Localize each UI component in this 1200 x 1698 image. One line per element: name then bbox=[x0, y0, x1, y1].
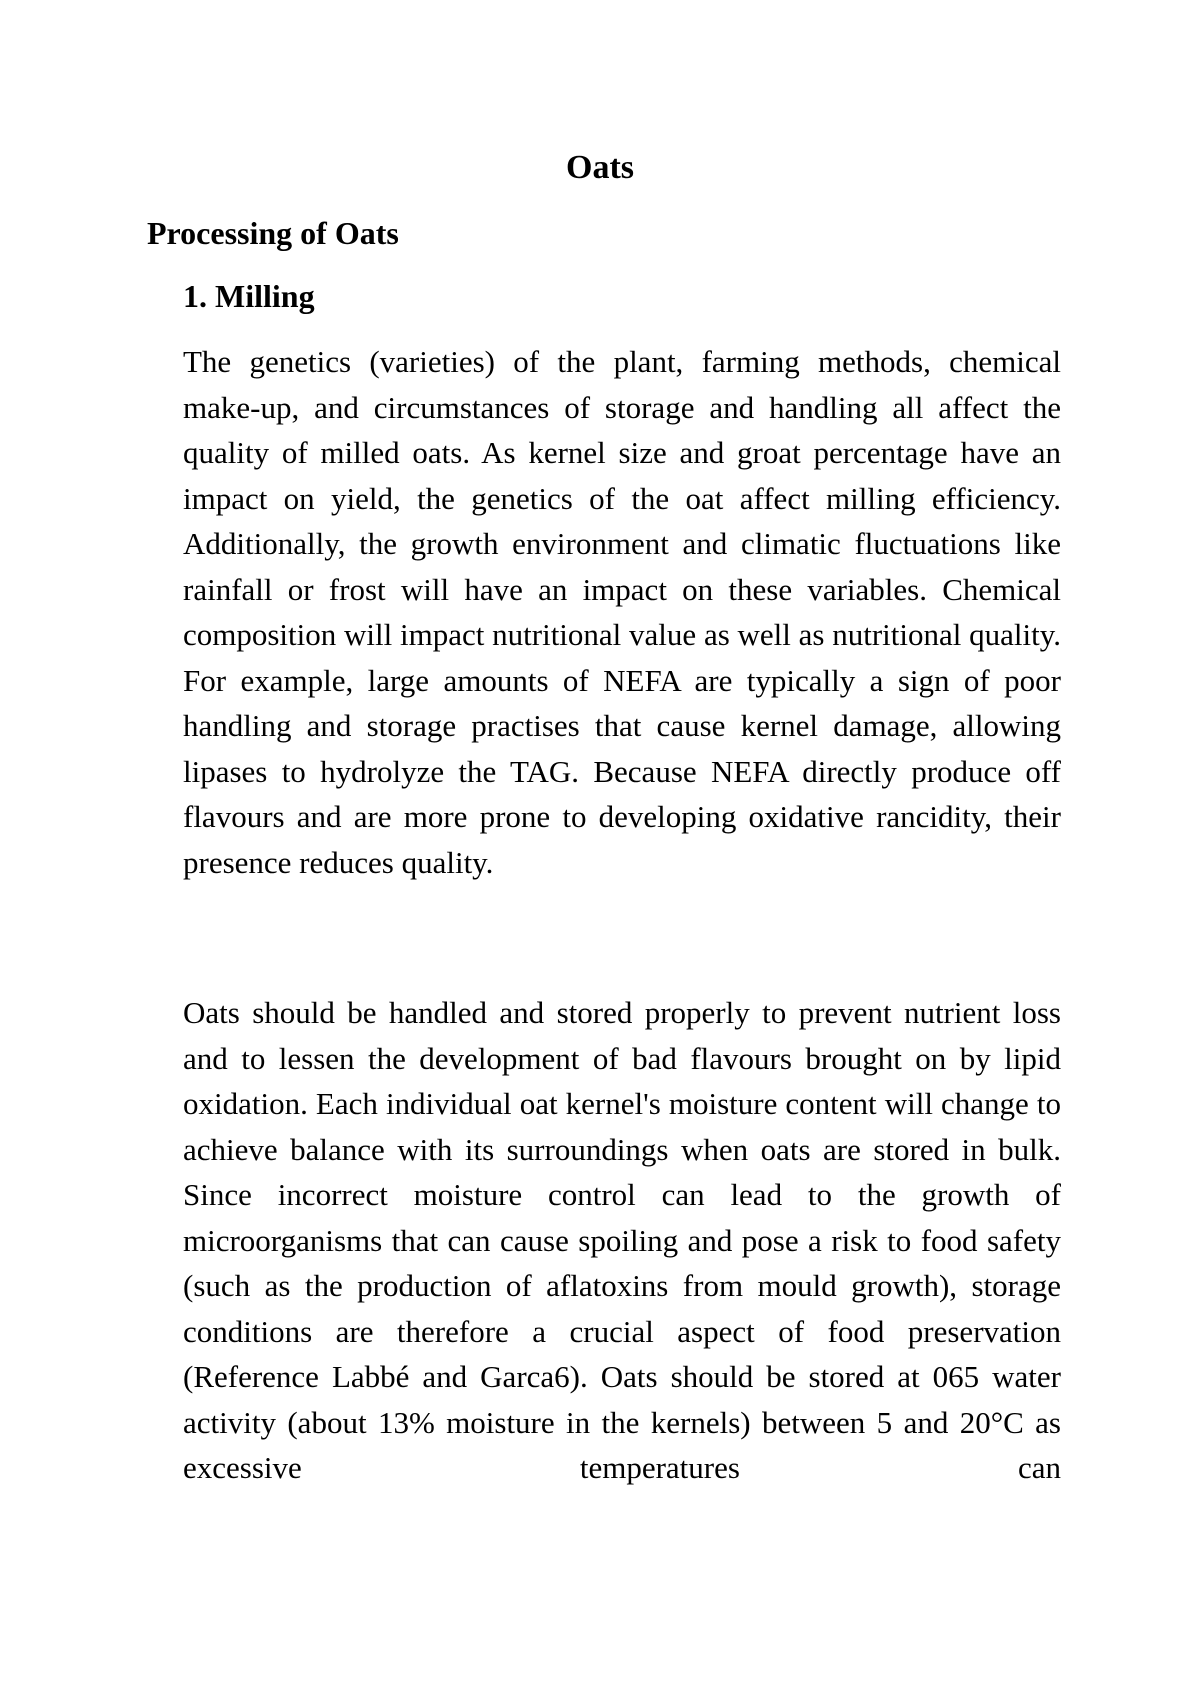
body-paragraph: Oats should be handled and stored properly to prevent nutrient loss and to lessen the development of bad flavours brought on by lipid oxidation. Each individual oat kernel's moisture content will change to achieve balance with its surroundings when oats are stored in bulk. Since incorrect moisture control can lead to the growth of microorganisms that can cause spoiling and pose a risk to food safety (such as the production of aflatoxins from mould growth), storage conditions are therefore a crucial aspect of food preservation (Reference Labbé and Garca6). Oats should be stored at 065 water activity (about 13% moisture in the kernels) between 5 and 20°C as excessive temperatures can bbox=[183, 995, 1061, 1485]
document-title: Oats bbox=[566, 149, 634, 186]
subsection-heading: 1. Milling bbox=[183, 278, 315, 314]
section-heading: Processing of Oats bbox=[147, 215, 399, 251]
body-paragraph: The genetics (varieties) of the plant, farming methods, chemical make-up, and circumstances of storage and handling all affect the quality of milled oats. As kernel size and groat percentage have an impact on yield, the genetics of the oat affect milling efficiency. Additionally, the growth environment and climatic fluctuations like rainfall or frost will have an impact on these variables. Chemical composition will impact nutritional value as well as nutritional quality. For example, large amounts of NEFA are typically a sign of poor handling and storage practises that cause kernel damage, allowing lipases to hydrolyze the TAG. Because NEFA directly produce off flavours and are more prone to developing oxidative rancidity, their presence reduces quality. bbox=[183, 344, 1061, 880]
